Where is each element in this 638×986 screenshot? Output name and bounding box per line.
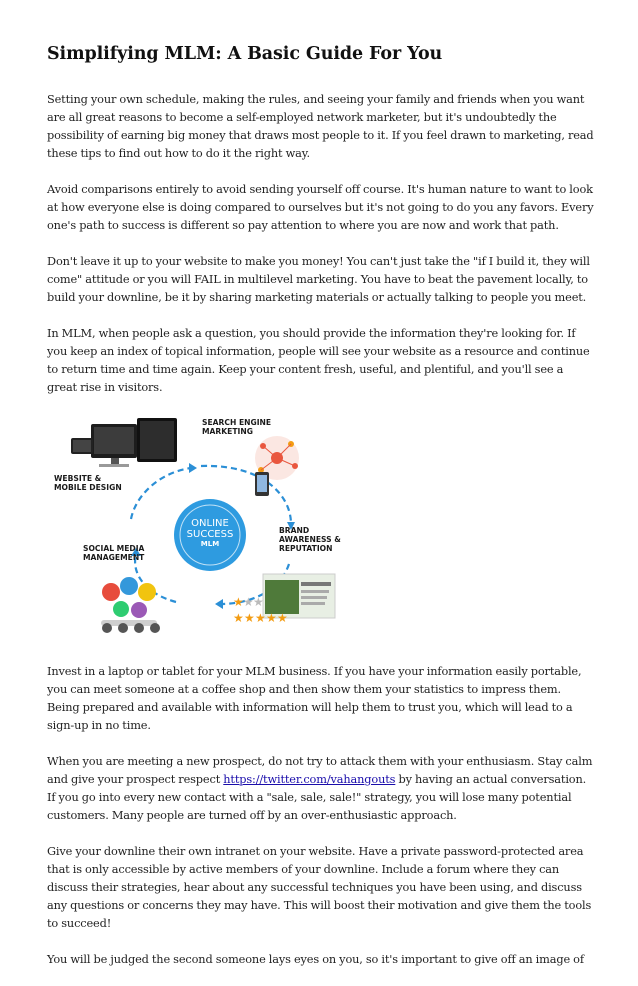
svg-text:★: ★: [266, 611, 277, 625]
paragraph-3: Don't leave it up to your website to make you money! You can't just take the "if I build it, they will come" attitude or you will FAIL in multilevel marketing. You have to beat the pavement locally, to build your downline, be it by sharing marketing materials or actually talking to people you meet.: [47, 254, 590, 304]
people-icon: [101, 577, 160, 633]
article-title: Simplifying MLM: A Basic Guide For You: [47, 44, 443, 64]
svg-text:★: ★: [233, 595, 244, 609]
svg-text:★: ★: [255, 611, 266, 625]
paragraph-10: You will be judged the second someone lays eyes on you, so it's important to give off an image of: [47, 952, 584, 966]
paragraph-4: In MLM, when people ask a question, you should provide the information they're looking for. If you keep an index of topical information, people will see your website as a resource and continue to return time and time again. Keep your content fresh, useful, and plentiful, and you'll see a great rise in visitors.: [47, 326, 590, 394]
article: [47, 44, 595, 986]
devices-icon: [71, 418, 177, 467]
paragraph-8: [47, 752, 595, 824]
svg-text:★: ★: [243, 595, 254, 609]
paragraph-2: Avoid comparisons entirely to avoid sending yourself off course. It's human nature to want to look at how everyone else is doing compared to ourselves but it's not going to do you any favors. Every one's path to success is different so pay attention to where you are now and work that path.: [47, 182, 594, 232]
center-label: ONLINE SUCCESS MLM: [186, 518, 234, 548]
paragraph-8-start: When you are meeting a new prospect, do not try to attack them with your enthusiasm. Stay calm and give your prospect respect: [47, 754, 593, 786]
paragraph-9: Give your downline their own intranet on your website. Have a private password-protected area that is only accessible by active members of your downline. Include a forum where they can discuss their strategies, hear about any successful techniques you have been using, and discuss any questions or concerns they may have. This will boost their motivation and give them the tools to succeed!: [47, 844, 592, 930]
twitter-link[interactable]: https://twitter.com/vahangouts: [223, 772, 396, 786]
paragraph-8-end: by having an actual conversation. If you go into every new contact with a "sale, sale, sale!" strategy, you will lose many potential customers. Many people are turned off by an over-enthusiastic approach.: [47, 772, 587, 822]
network-icon: [255, 436, 299, 496]
label-website: WEBSITE & MOBILE DESIGN: [54, 474, 122, 492]
svg-text:★: ★: [277, 611, 288, 625]
paragraph-1: Setting your own schedule, making the rules, and seeing your family and friends when you want are all great reasons to become a self-employed network marketer, but it's undoubtedly the possibility of earning big money that draws most people to it. If you feel drawn to marketing, read these tips to find out how to do it the right way.: [47, 92, 594, 160]
label-search-engine: SEARCH ENGINE MARKETING: [202, 418, 272, 436]
svg-text:★: ★: [253, 595, 264, 609]
svg-text:★: ★: [244, 611, 255, 625]
paragraph-7: Invest in a laptop or tablet for your MLM business. If you have your information easily portable, you can meet someone at a coffee shop and then show them your statistics to impress them. Being prepared and available with information will help them to trust you, which will lead to a sign-up in no time.: [47, 664, 582, 732]
svg-text:★: ★: [233, 611, 244, 625]
label-brand: BRAND AWARENESS & REPUTATION: [279, 526, 341, 553]
online-success-infographic: [51, 414, 361, 644]
label-social-media: SOCIAL MEDIA MANAGEMENT: [83, 544, 145, 562]
